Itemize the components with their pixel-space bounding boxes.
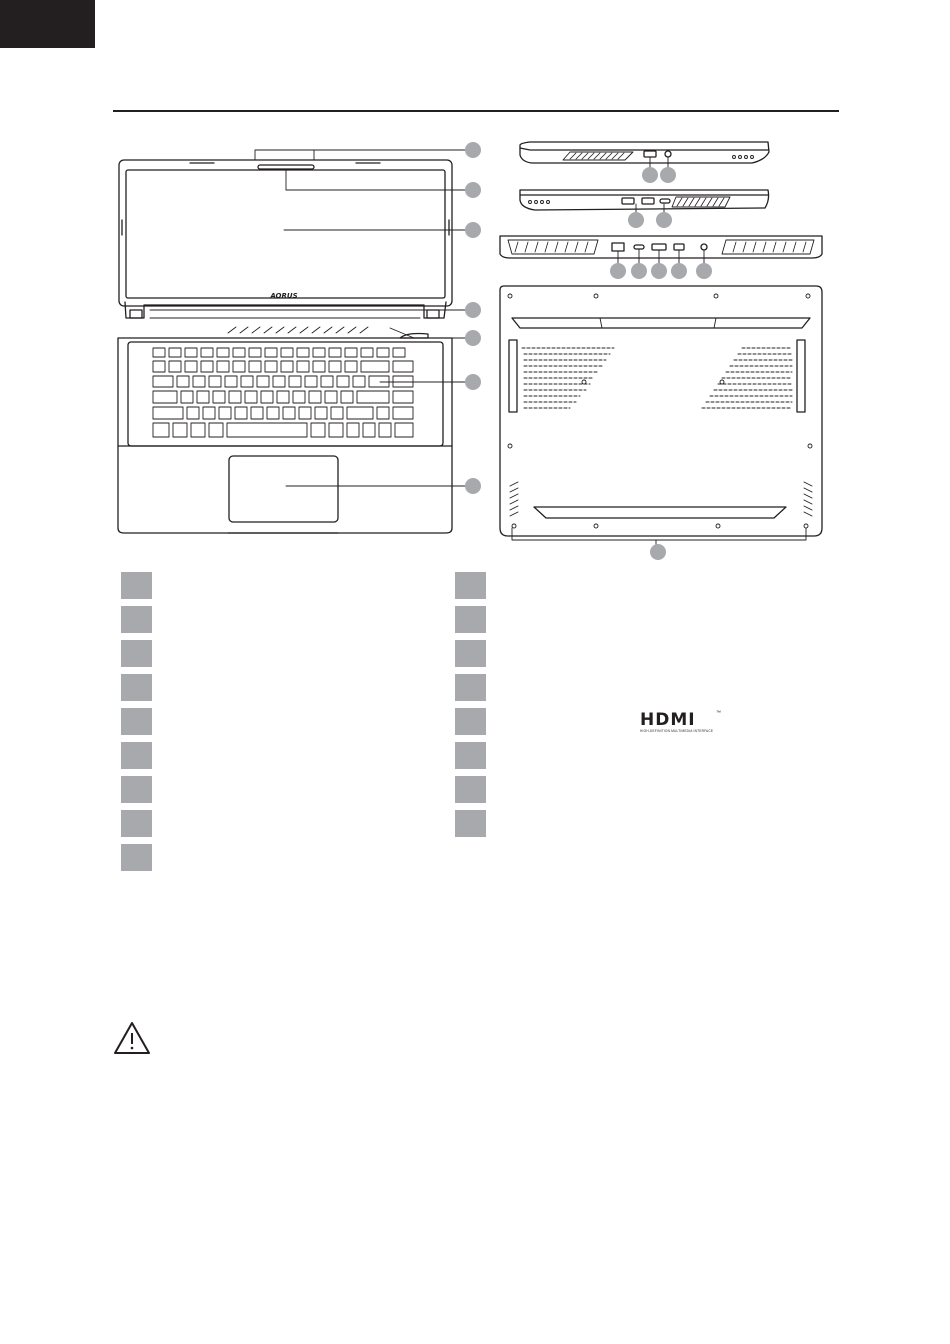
legend-square (121, 606, 152, 633)
legend-square (455, 742, 486, 769)
callout-marker-icon (651, 263, 667, 279)
legend-square (121, 640, 152, 667)
rear-view (500, 236, 822, 265)
legend-square (121, 742, 152, 769)
legend-square (121, 810, 152, 837)
legend-square (121, 572, 152, 599)
hdmi-trademark: ™ (716, 710, 721, 716)
callout-marker-icon (465, 330, 481, 346)
brand-logo: AORUS (270, 292, 298, 300)
legend-square (121, 776, 152, 803)
callout-marker-icon (660, 167, 676, 183)
legend-square (455, 810, 486, 837)
hdmi-wordmark: HDMI (640, 710, 696, 730)
left-side-view (520, 190, 769, 219)
callout-marker-icon (465, 302, 481, 318)
callout-marker-icon (650, 544, 666, 560)
bottom-view (500, 286, 822, 546)
callout-marker-icon (465, 182, 481, 198)
callout-marker-icon (465, 478, 481, 494)
callout-marker-icon (656, 212, 672, 228)
legend-square (121, 674, 152, 701)
legend-square (455, 708, 486, 735)
legend-square (455, 640, 486, 667)
callout-marker-icon (465, 142, 481, 158)
legend-square (121, 844, 152, 871)
callout-marker-icon (465, 222, 481, 238)
laptop-top-view (118, 150, 470, 533)
legend-square (455, 572, 486, 599)
legend-square (455, 776, 486, 803)
legend-square (121, 708, 152, 735)
warning-triangle-icon (112, 1020, 152, 1056)
hdmi-tagline: HIGH-DEFINITION MULTIMEDIA INTERFACE (640, 729, 714, 733)
callout-marker-icon (696, 263, 712, 279)
callout-marker-icon (465, 374, 481, 390)
callout-marker-icon (628, 212, 644, 228)
callout-marker-icon (610, 263, 626, 279)
callout-marker-icon (642, 167, 658, 183)
hdmi-logo (640, 712, 722, 736)
callout-markers (465, 142, 712, 560)
callout-marker-icon (631, 263, 647, 279)
legend-square (455, 674, 486, 701)
callout-marker-icon (671, 263, 687, 279)
laptop-illustrations (0, 0, 950, 580)
legend-square (455, 606, 486, 633)
